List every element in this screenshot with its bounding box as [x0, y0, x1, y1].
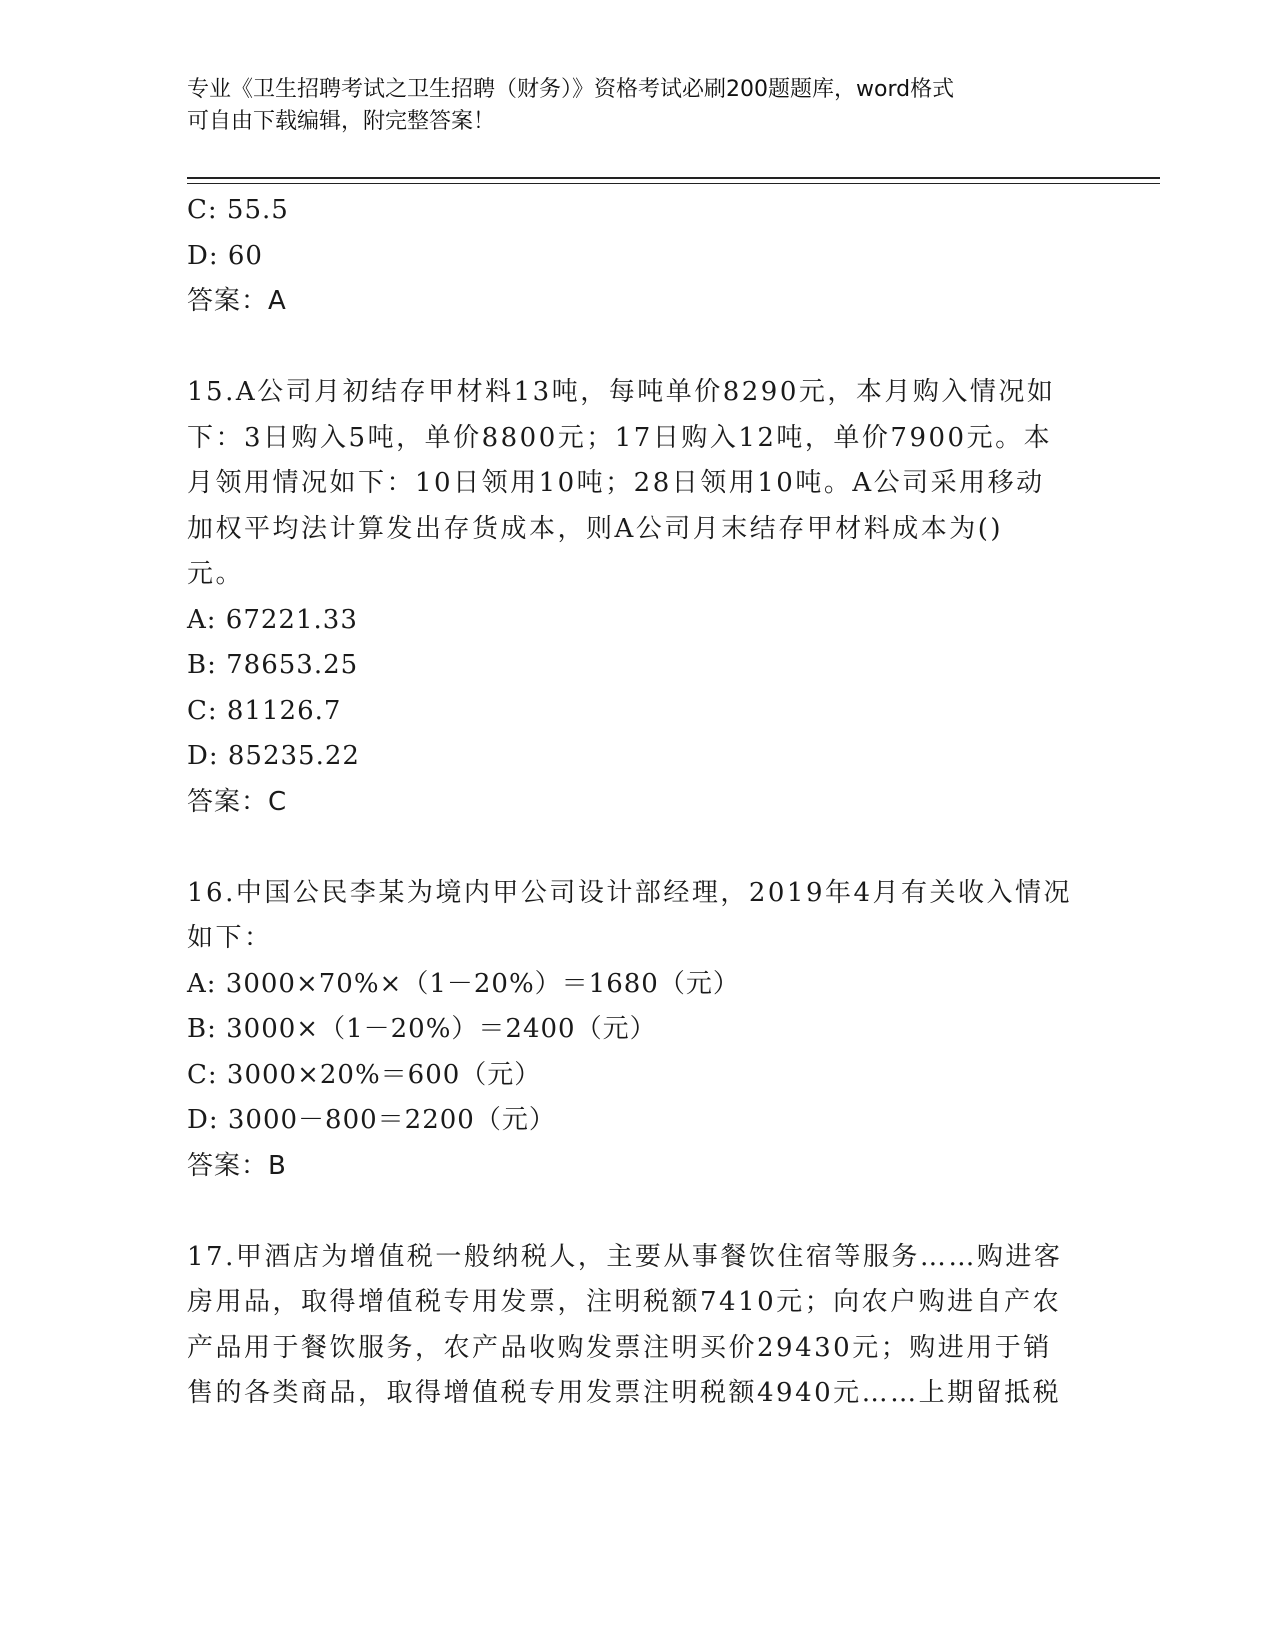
option-c: C: 81126.7: [187, 695, 342, 726]
header-title-line-2: 可自由下载编辑，附完整答案！: [187, 109, 496, 134]
document-header: [187, 74, 1087, 138]
option-b: B: 78653.25: [187, 650, 359, 680]
option-d: D: 3000－800＝2200（元）: [187, 1105, 556, 1135]
answer-line: 答案：A: [187, 286, 287, 316]
option-b: B: 3000×（1－20%）＝2400（元）: [187, 1014, 657, 1044]
header-divider-top: [187, 177, 1160, 179]
header-title-line-1: 专业《卫生招聘考试之卫生招聘（财务）》资格考试必刷200题题库，word格式: [187, 77, 955, 102]
option-c: C: 3000×20%＝600（元）: [187, 1059, 542, 1090]
question-stem-line: 月领用情况如下：10日领用10吨；28日领用10吨。A公司采用移动: [187, 468, 1045, 498]
answer-line: 答案：C: [187, 786, 288, 817]
document-body: [187, 188, 1087, 1417]
header-divider-bottom: [187, 183, 1160, 184]
option-d: D: 85235.22: [187, 741, 360, 771]
question-15: [187, 370, 1087, 825]
question-stem-line: 17.甲酒店为增值税一般纳税人，主要从事餐饮住宿等服务……购进客: [187, 1241, 1063, 1272]
question-stem-line: 如下：: [187, 923, 273, 953]
question-stem-line: 售的各类商品，取得增值税专用发票注明税额4940元……上期留抵税: [187, 1378, 1062, 1408]
answer-line: 答案：B: [187, 1150, 287, 1181]
prev-question-block: [187, 188, 1087, 325]
question-stem-line: 15.A公司月初结存甲材料13吨，每吨单价8290元，本月购入情况如: [187, 377, 1056, 407]
option-a: A: 67221.33: [187, 604, 358, 635]
question-stem-line: 房用品，取得增值税专用发票，注明税额7410元；向农户购进自产农: [187, 1287, 1062, 1317]
question-stem-line: 16.中国公民李某为境内甲公司设计部经理，2019年4月有关收入情况: [187, 877, 1073, 908]
question-16: [187, 871, 1087, 1190]
question-stem-line: 元。: [187, 559, 245, 589]
question-17: [187, 1235, 1087, 1417]
question-stem-line: 产品用于餐饮服务，农产品收购发票注明买价29430元；购进用于销: [187, 1332, 1052, 1363]
question-stem-line: 下：3日购入5吨，单价8800元；17日购入12吨，单价7900元。本: [187, 422, 1053, 453]
question-stem-line: 加权平均法计算发出存货成本，则A公司月末结存甲材料成本为(): [187, 513, 1004, 544]
option-d: D: 60: [187, 240, 263, 271]
option-c: C: 55.5: [187, 195, 289, 225]
option-a: A: 3000×70%×（1－20%）＝1680（元）: [187, 968, 740, 999]
